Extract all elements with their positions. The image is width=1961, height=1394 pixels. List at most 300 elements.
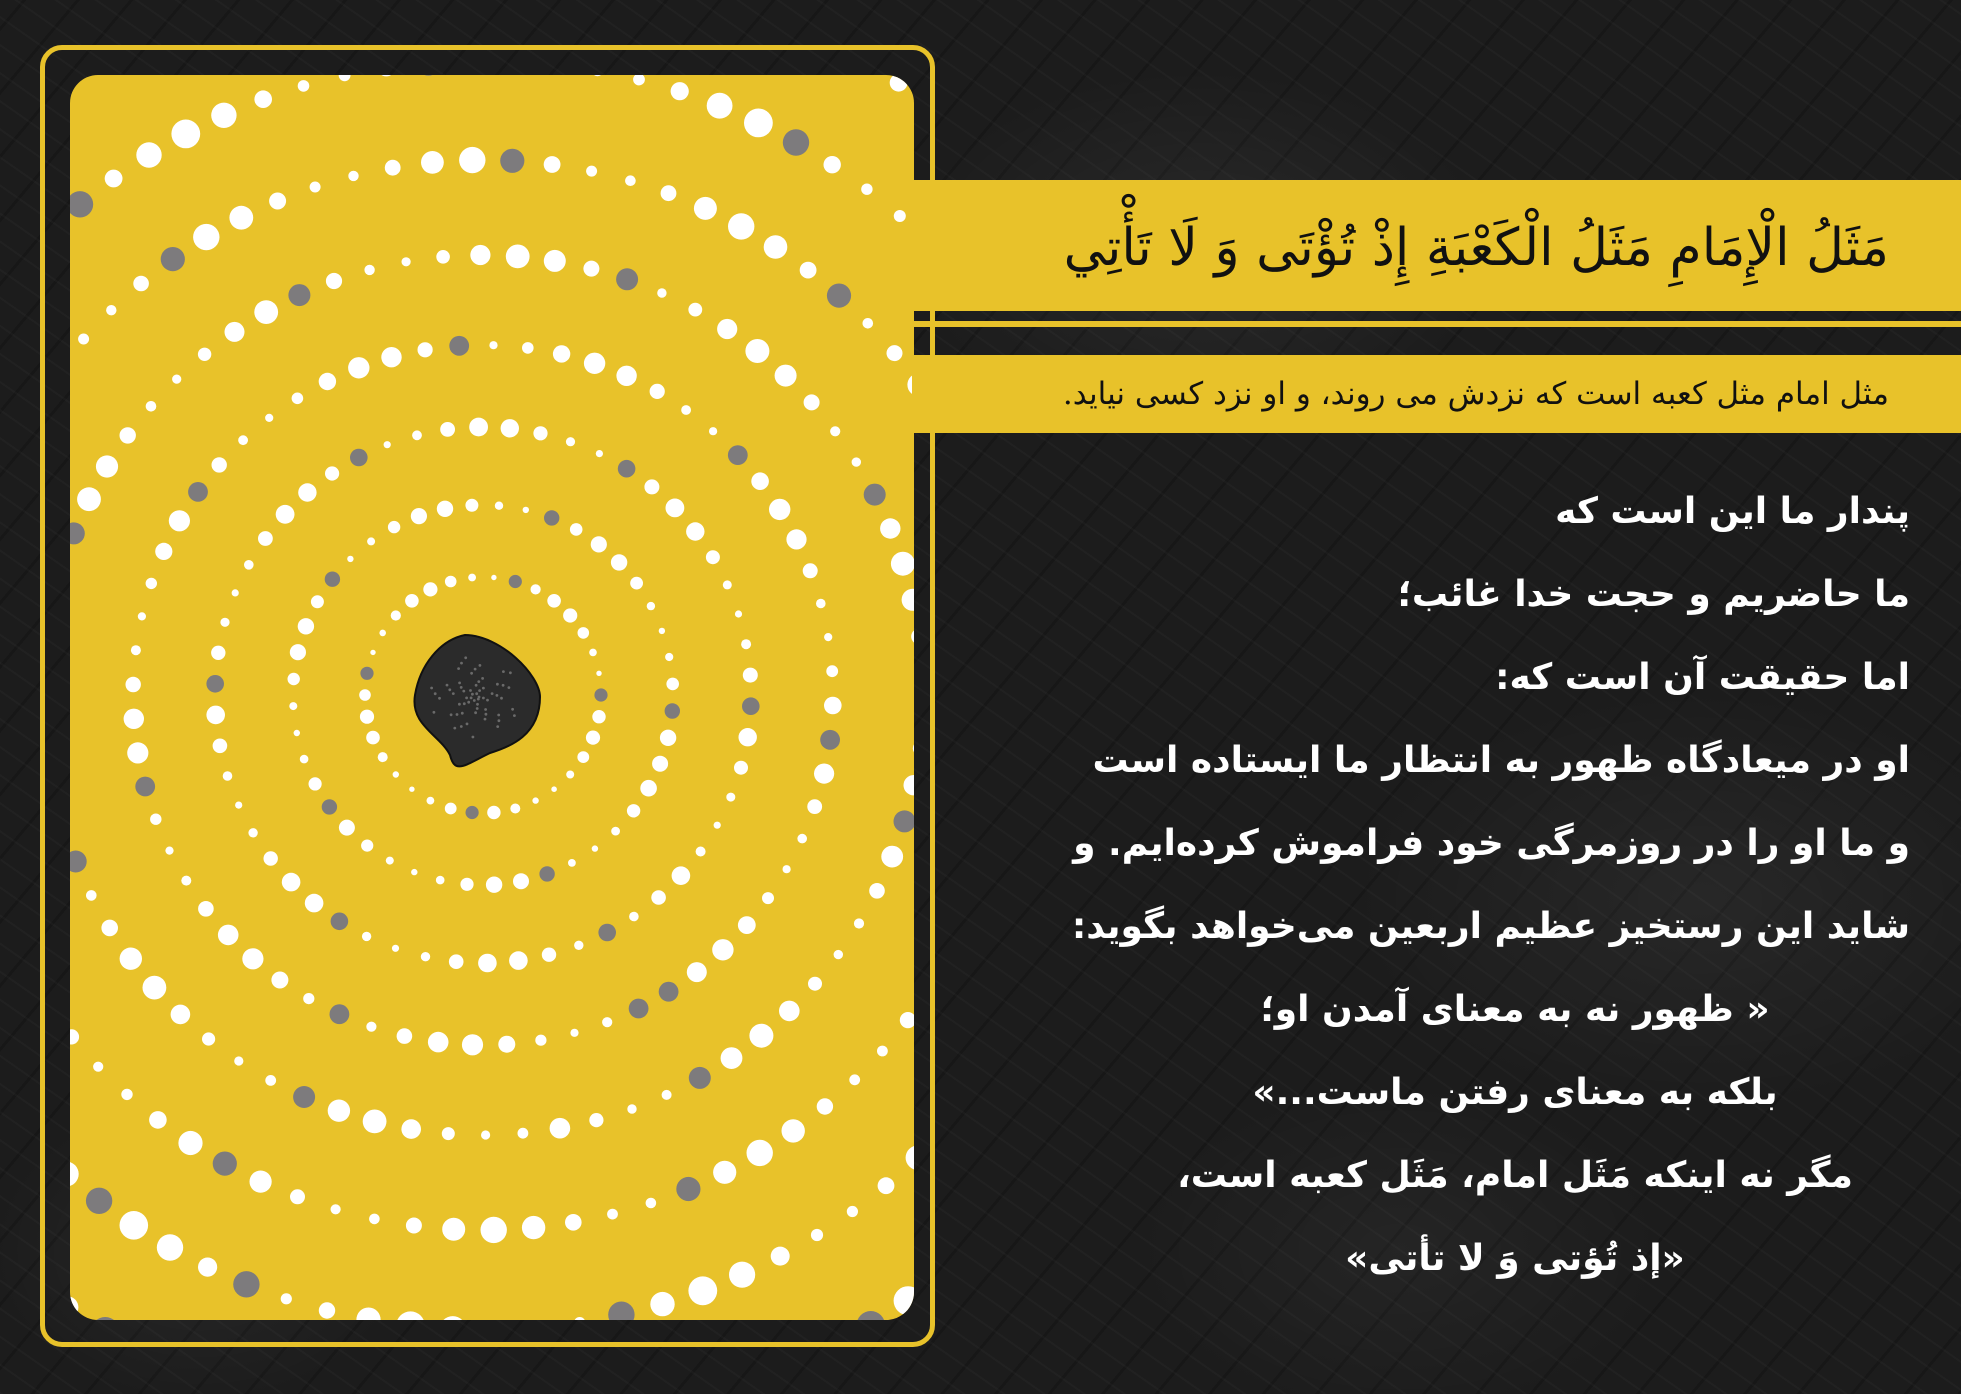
ring-dot: [326, 273, 342, 289]
stone-speckle: [473, 699, 476, 702]
ring-dot: [157, 1234, 183, 1260]
ring-dot: [319, 1302, 335, 1318]
ring-dot: [659, 982, 679, 1002]
ring-dot: [509, 951, 528, 970]
ring-dot: [254, 300, 278, 324]
ring-dot: [495, 502, 503, 510]
ring-dot: [522, 342, 534, 354]
ring-dot: [696, 847, 706, 857]
ring-dot: [169, 510, 190, 531]
body-text: [1010, 470, 1910, 1300]
ring-dot: [155, 543, 172, 560]
ring-dot: [486, 877, 502, 893]
ring-dot: [181, 876, 191, 886]
ring-dot: [409, 787, 414, 792]
stone-speckle: [479, 664, 482, 667]
ring-dot: [206, 675, 224, 693]
ring-dot: [574, 1317, 585, 1320]
ring-dot: [359, 689, 371, 701]
stone-speckle: [458, 682, 461, 685]
ring-dot: [294, 730, 300, 736]
ring-dot: [591, 536, 607, 552]
ring-dot: [198, 1258, 217, 1277]
ring-dot: [671, 82, 689, 100]
ring-dot: [894, 810, 915, 832]
stone-speckle: [460, 725, 463, 728]
stone-speckle: [496, 725, 499, 728]
ring-dot: [124, 709, 144, 729]
ring-dot: [428, 1032, 449, 1053]
ring-dot: [834, 950, 843, 959]
ring-dot: [570, 1029, 578, 1037]
ring-dot: [138, 612, 146, 620]
stone-speckle: [474, 711, 477, 714]
ring-dot: [824, 633, 832, 641]
ring-dot: [78, 334, 89, 345]
stone-speckle: [481, 677, 484, 680]
stone-speckle: [476, 707, 479, 710]
ring-dot: [820, 730, 840, 750]
ring-dot: [627, 1104, 636, 1113]
ring-dot: [366, 1022, 376, 1032]
ring-dot: [386, 857, 394, 865]
ring-dot: [411, 508, 427, 524]
ring-dot: [449, 954, 464, 969]
ring-dot: [225, 322, 245, 342]
stone-speckle: [438, 697, 441, 700]
ring-dot: [578, 627, 590, 639]
ring-dot: [676, 1177, 700, 1201]
ring-dot: [171, 120, 200, 149]
ring-dot: [70, 191, 93, 217]
ring-dot: [481, 1130, 490, 1139]
ring-dot: [894, 210, 906, 222]
ring-dot: [592, 710, 605, 723]
stone-speckle: [430, 687, 433, 690]
ring-dot: [396, 1311, 425, 1320]
ring-dot: [661, 185, 677, 201]
ring-dot: [782, 1119, 805, 1142]
ring-dot: [161, 247, 185, 271]
ring-dot: [743, 668, 758, 683]
ring-dot: [233, 1271, 259, 1297]
ring-dot: [583, 261, 599, 277]
ring-dot: [121, 1089, 132, 1100]
ring-dot: [652, 756, 668, 772]
ring-dot: [681, 405, 691, 415]
stone-speckle: [446, 684, 449, 687]
ring-dot: [611, 827, 620, 836]
ring-dot: [70, 1162, 79, 1187]
ring-dot: [388, 521, 400, 533]
body-line: « ظهور نه به معنای آمدن او؛: [1260, 989, 1770, 1030]
ring-dot: [223, 771, 233, 781]
ring-dot: [747, 1140, 773, 1166]
stone-speckle: [452, 692, 455, 695]
ring-dot: [491, 575, 496, 580]
stone-speckle: [482, 687, 485, 690]
stone-speckle: [475, 692, 478, 695]
ring-dot: [70, 851, 87, 873]
ring-dot: [510, 804, 520, 814]
ring-dot: [481, 1217, 507, 1243]
ring-dot: [688, 1276, 717, 1305]
ring-dot: [198, 348, 211, 361]
ring-dot: [146, 401, 157, 412]
ring-dot: [362, 932, 371, 941]
ring-dot: [687, 962, 707, 982]
ring-dot: [640, 780, 657, 797]
ring-dot: [689, 1067, 711, 1089]
ring-dot: [146, 578, 157, 589]
ring-dot: [298, 483, 316, 501]
ring-dot: [378, 752, 388, 762]
ring-dot: [356, 1308, 380, 1321]
ring-dot: [707, 93, 733, 119]
ring-dot: [347, 556, 353, 562]
ring-dot: [824, 697, 842, 715]
ring-dot: [807, 799, 822, 814]
ring-dot: [509, 575, 522, 588]
ring-dot: [830, 426, 840, 436]
stone-speckle: [486, 699, 489, 702]
ring-dot: [369, 1214, 380, 1225]
ring-dot: [470, 245, 490, 265]
stone-speckle: [484, 708, 487, 711]
ring-dot: [254, 90, 272, 108]
ring-dot: [133, 276, 149, 292]
stone-speckle: [513, 714, 516, 717]
ring-dot: [533, 426, 547, 440]
ring-dot: [728, 213, 754, 239]
ring-dot: [589, 1113, 603, 1127]
stone-speckle: [482, 697, 485, 700]
body-line: شاید این رستخیز عظیم اربعین می‌خواهد بگوید:: [1071, 906, 1910, 947]
ring-dot: [630, 577, 643, 590]
ring-dot: [213, 739, 228, 754]
ring-dot: [665, 703, 680, 718]
ring-dot: [726, 793, 735, 802]
ring-dot: [248, 828, 257, 837]
stone-speckle: [470, 697, 473, 700]
ring-dot: [198, 901, 214, 917]
ring-dot: [393, 771, 399, 777]
ring-dot: [902, 589, 914, 611]
ring-dot: [602, 1017, 612, 1027]
ring-dot: [440, 422, 455, 437]
ring-dot: [421, 952, 430, 961]
ring-dot: [459, 147, 485, 173]
ring-dot: [384, 441, 391, 448]
ring-dot: [911, 629, 914, 645]
ring-dot: [741, 639, 751, 649]
ring-dot: [86, 890, 97, 901]
ring-dot: [662, 1090, 672, 1100]
stone-speckle: [462, 690, 465, 693]
ring-dot: [348, 357, 369, 378]
ring-dot: [350, 449, 368, 467]
ring-dot: [584, 353, 605, 374]
ring-dot: [212, 457, 227, 472]
ring-dot: [238, 435, 248, 445]
ring-dot: [462, 1034, 483, 1055]
ring-dot: [322, 799, 337, 814]
persian-translation: مثل امام مثل کعبه است که نزدش می روند، و او نزد کسی نیاید.: [1062, 376, 1889, 412]
ring-dot: [751, 472, 769, 490]
stone-speckle: [498, 719, 501, 722]
ring-dot: [646, 1198, 657, 1209]
ring-dot: [863, 318, 874, 329]
ring-dot: [616, 268, 638, 290]
ring-dot: [721, 1047, 743, 1069]
ring-dot: [742, 697, 760, 715]
ring-dot: [442, 1127, 455, 1140]
ring-dot: [310, 182, 321, 193]
ring-dot: [311, 595, 324, 608]
stone-speckle: [472, 736, 475, 739]
ring-dot: [738, 916, 756, 934]
ring-dot: [551, 786, 557, 792]
ring-dot: [282, 873, 301, 892]
stone-speckle: [450, 713, 453, 716]
body-line: پندار ما این است که: [1555, 491, 1910, 532]
ring-dot: [405, 594, 419, 608]
ring-dot: [220, 618, 229, 627]
ring-dot: [744, 109, 773, 138]
ring-dot: [783, 865, 791, 873]
ring-dot: [193, 224, 219, 250]
ring-dot: [734, 761, 748, 775]
ring-dot: [135, 777, 155, 797]
ring-dot: [547, 594, 561, 608]
ring-dot: [596, 450, 603, 457]
ring-dot: [586, 166, 597, 177]
stone-speckle: [458, 703, 461, 706]
ring-dot: [331, 913, 349, 931]
ring-dot: [764, 235, 788, 259]
ring-dot: [586, 731, 600, 745]
ring-dot: [298, 618, 314, 634]
ring-dot: [264, 851, 278, 865]
ring-dot: [783, 129, 809, 155]
ring-dot: [904, 775, 915, 795]
ring-dot: [363, 1110, 387, 1134]
stone-speckle: [502, 684, 505, 687]
ring-dot: [232, 589, 239, 596]
ring-dot: [265, 414, 273, 422]
ring-dot: [149, 1111, 167, 1129]
ring-dot: [265, 1075, 276, 1086]
ring-dot: [568, 859, 576, 867]
ring-dot: [421, 151, 444, 174]
ring-dot: [532, 797, 538, 803]
ring-dot: [849, 1074, 860, 1085]
ring-dot: [563, 608, 577, 622]
ring-dot: [706, 550, 720, 564]
ring-dot: [276, 505, 295, 524]
ring-dot: [814, 764, 834, 784]
ring-dot: [70, 1296, 78, 1318]
ring-dot: [786, 529, 806, 549]
ring-dot: [466, 806, 479, 819]
concentric-circles-card: [70, 75, 914, 1320]
ring-dot: [735, 610, 742, 617]
ring-dot: [178, 1131, 202, 1155]
ring-dot: [771, 1247, 790, 1266]
ring-dot: [694, 197, 717, 220]
arabic-heading-band: [912, 180, 1961, 311]
stone-speckle: [477, 698, 480, 701]
ring-dot: [666, 499, 685, 518]
ring-dot: [211, 103, 236, 128]
stone-speckle: [460, 662, 463, 665]
ring-dot: [229, 206, 253, 230]
ring-dot: [660, 730, 676, 746]
ring-dot: [566, 771, 574, 779]
ring-dot: [647, 602, 655, 610]
ring-dot: [592, 845, 598, 851]
stone-speckle: [500, 697, 503, 700]
ring-dot: [913, 741, 914, 755]
stone-speckle: [461, 712, 464, 715]
ring-dot: [666, 678, 679, 691]
ring-dot: [506, 245, 530, 269]
ring-dot: [165, 847, 173, 855]
ring-dot: [70, 522, 85, 544]
ring-dot: [242, 948, 263, 969]
translation-band: [912, 355, 1961, 433]
ring-dot: [101, 920, 118, 937]
body-line: «إذ تُؤتی وَ لا تأتی»: [1345, 1238, 1685, 1279]
ring-dot: [550, 1118, 571, 1139]
ring-dot: [665, 653, 673, 661]
ring-dot: [686, 522, 704, 540]
ring-dot: [289, 702, 297, 710]
ring-dot: [869, 883, 885, 899]
ring-dot: [535, 1035, 546, 1046]
ring-dot: [465, 499, 478, 512]
ring-dot: [437, 501, 453, 517]
ring-dot: [570, 523, 583, 536]
ring-dot: [880, 518, 900, 538]
ring-dot: [339, 75, 351, 81]
ring-dot: [739, 728, 757, 746]
ring-dot: [608, 1302, 634, 1321]
ring-dot: [553, 345, 570, 362]
ring-dot: [442, 1218, 465, 1241]
ring-dot: [131, 645, 141, 655]
ring-dot: [250, 1171, 272, 1193]
stone-speckle: [467, 701, 470, 704]
ring-dot: [120, 948, 142, 970]
ring-dot: [415, 75, 441, 76]
ring-dot: [339, 820, 355, 836]
ring-dot: [542, 948, 556, 962]
ring-dot: [566, 437, 575, 446]
ring-dot: [769, 499, 790, 520]
ring-dot: [861, 184, 872, 195]
ring-dot: [105, 170, 123, 188]
ring-dot: [293, 1086, 315, 1108]
ring-dot: [745, 339, 769, 363]
ring-dot: [712, 939, 733, 960]
ring-dot: [847, 1206, 858, 1217]
ring-dot: [625, 175, 636, 186]
ring-dot: [303, 993, 314, 1004]
ring-dot: [713, 1161, 736, 1184]
ring-dot: [423, 582, 437, 596]
ring-dot: [518, 1128, 529, 1139]
ring-dot: [213, 1152, 237, 1176]
ring-dot: [330, 1004, 350, 1024]
ring-dot: [544, 510, 559, 525]
ring-dot: [811, 1229, 823, 1241]
ring-dot: [616, 366, 636, 386]
ring-dot: [657, 288, 666, 297]
ring-dot: [531, 584, 541, 594]
ring-dot: [489, 341, 497, 349]
ring-dot: [672, 866, 691, 885]
stone-speckle: [502, 670, 505, 673]
ring-dot: [714, 822, 721, 829]
ring-dot: [392, 945, 399, 952]
ring-dot: [136, 142, 161, 167]
stone-speckle: [496, 683, 499, 686]
ring-dot: [366, 731, 380, 745]
stone-speckle: [496, 694, 499, 697]
ring-dot: [728, 445, 748, 465]
stone-speckle: [511, 708, 514, 711]
ring-dot: [367, 537, 375, 545]
ring-dot: [402, 257, 411, 266]
ring-dot: [629, 999, 649, 1019]
ring-dot: [890, 75, 908, 92]
ring-dot: [188, 482, 208, 502]
ring-dot: [539, 866, 554, 881]
stone-speckle: [470, 672, 473, 675]
ring-dot: [800, 262, 817, 279]
ring-dot: [478, 954, 497, 973]
body-line: و ما او را در روزمرگی خود فراموش کرده‌ایم. و: [1073, 823, 1910, 864]
ring-dot: [500, 149, 524, 173]
ring-dot: [468, 574, 476, 582]
ring-dot: [659, 628, 665, 634]
ring-dot: [857, 1311, 886, 1320]
ring-dot: [319, 373, 336, 390]
ring-dot: [618, 460, 636, 478]
ring-dot: [881, 846, 903, 868]
stone-speckle: [475, 684, 478, 687]
body-line: مگر نه اینکه مَثَل امام، مَثَل کعبه است،: [1177, 1155, 1853, 1196]
stone-speckle: [474, 668, 477, 671]
stone-speckle: [484, 718, 487, 721]
ring-dot: [244, 560, 254, 570]
ring-dot: [864, 484, 886, 506]
stone-speckle: [465, 697, 468, 700]
stone-speckle: [497, 714, 500, 717]
ring-dot: [436, 876, 445, 885]
ring-dot: [594, 688, 607, 701]
ring-dot: [598, 924, 616, 942]
stone-speckle: [433, 711, 436, 714]
ring-dot: [271, 972, 288, 989]
ring-dot: [305, 894, 324, 913]
ring-dot: [469, 418, 488, 437]
ring-dot: [762, 892, 774, 904]
ring-dot: [126, 677, 141, 692]
stone-speckle: [448, 688, 451, 691]
ring-dot: [202, 1032, 215, 1045]
